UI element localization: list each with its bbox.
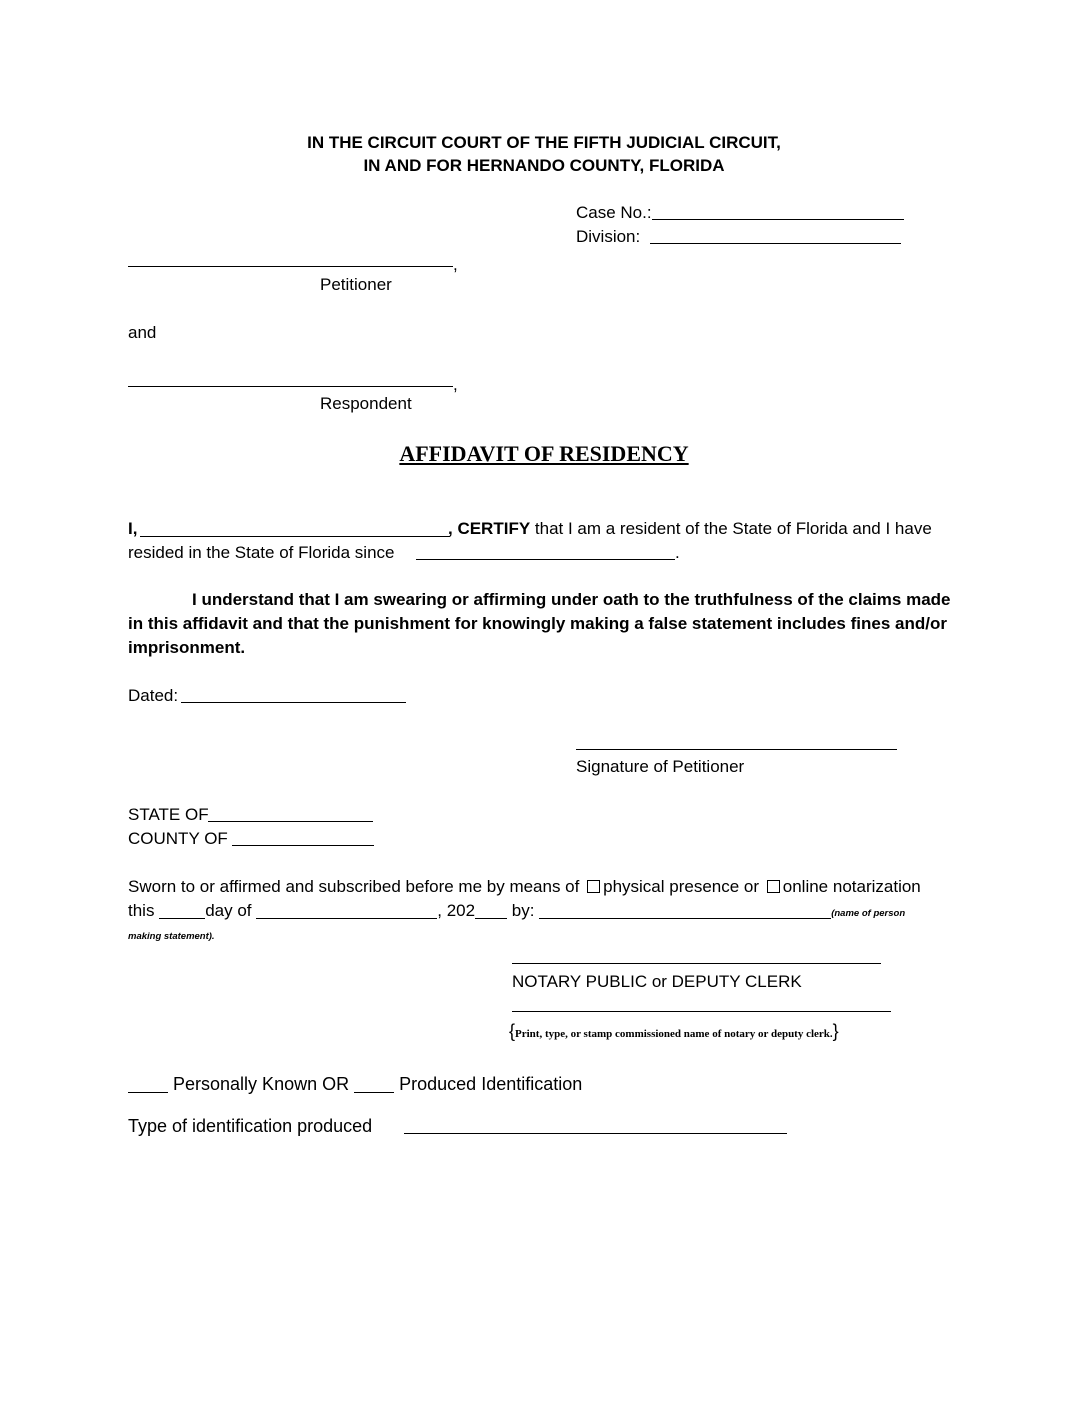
physical-presence-label: physical presence or (603, 877, 760, 896)
online-notarization-checkbox[interactable] (767, 880, 780, 893)
state-label: STATE OF (128, 805, 209, 824)
certify-text-line1 (448, 520, 932, 537)
certify-i-label: I, (128, 519, 138, 538)
notary-printed-name-field[interactable] (512, 1011, 891, 1012)
statement-maker-name-field[interactable] (539, 903, 831, 919)
online-notarization-label: online notarization (782, 877, 921, 896)
oath-line2: in this affidavit and that the punishment for knowingly making a false statement includes fines and/or (128, 614, 947, 633)
day-field[interactable] (159, 903, 205, 919)
year-field[interactable] (475, 903, 507, 919)
county-field[interactable] (232, 845, 374, 846)
notary-label: NOTARY PUBLIC or DEPUTY CLERK (512, 972, 802, 991)
petitioner-label: Petitioner (320, 275, 392, 294)
year-prefix: , 202 (437, 901, 476, 920)
certify-text-line2: resided in the State of Florida since (128, 543, 395, 562)
residency-since-field[interactable] (416, 559, 675, 560)
dated-label: Dated: (128, 686, 179, 705)
sworn-text: Sworn to or affirmed and subscribed before me by means of (128, 877, 580, 896)
identification-line (128, 1075, 582, 1093)
certify-text1: that I am a resident of the State of Florida and I have (530, 519, 932, 538)
produced-id-field[interactable] (354, 1077, 394, 1093)
print-note-text: Print, type, or stamp commissioned name of notary or deputy clerk. (515, 1028, 833, 1040)
respondent-name-field[interactable] (128, 386, 453, 387)
dated-field[interactable] (181, 702, 406, 703)
document-title: AFFIDAVIT OF RESIDENCY (399, 441, 689, 466)
affiant-name-field[interactable] (140, 536, 450, 537)
sworn-line2 (128, 902, 905, 919)
id-type-field[interactable] (404, 1133, 787, 1134)
sworn-line1 (128, 878, 921, 895)
id-type-label: Type of identification produced (128, 1116, 373, 1136)
month-field[interactable] (256, 903, 437, 919)
personally-known-label: Personally Known OR (173, 1074, 350, 1094)
county-label: COUNTY OF (128, 829, 228, 848)
by-label: by: (511, 901, 535, 920)
court-header-line2: IN AND FOR HERNANDO COUNTY, FLORIDA (363, 156, 725, 175)
notary-signature-field[interactable] (512, 963, 881, 964)
respondent-comma: , (453, 375, 458, 394)
court-header-line1: IN THE CIRCUIT COURT OF THE FIFTH JUDICIAL CIRCUIT, (307, 133, 781, 152)
brace-open: { (509, 1021, 516, 1041)
physical-presence-checkbox[interactable] (587, 880, 600, 893)
certify-word: , CERTIFY (448, 519, 531, 538)
produced-id-label: Produced Identification (399, 1074, 583, 1094)
respondent-label: Respondent (320, 394, 412, 413)
brace-close: } (832, 1021, 839, 1041)
oath-line1: I understand that I am swearing or affirming under oath to the truthfulness of the claims made (192, 590, 951, 609)
petitioner-name-field[interactable] (128, 266, 453, 267)
state-field[interactable] (208, 821, 373, 822)
name-note-b: making statement). (128, 931, 215, 942)
case-no-field[interactable] (652, 219, 904, 220)
and-label: and (128, 323, 157, 342)
oath-line3: imprisonment. (128, 638, 246, 657)
personally-known-field[interactable] (128, 1077, 168, 1093)
division-field[interactable] (650, 243, 901, 244)
signature-label: Signature of Petitioner (576, 757, 745, 776)
petitioner-comma: , (453, 255, 458, 274)
day-of-label: day of (205, 901, 252, 920)
certify-period: . (675, 543, 680, 562)
petitioner-signature-field[interactable] (576, 749, 897, 750)
this-label: this (128, 901, 155, 920)
name-note-a: (name of person (831, 908, 906, 919)
division-label: Division: (576, 227, 641, 246)
case-no-label: Case No.: (576, 203, 652, 222)
notary-print-note (509, 1022, 839, 1040)
